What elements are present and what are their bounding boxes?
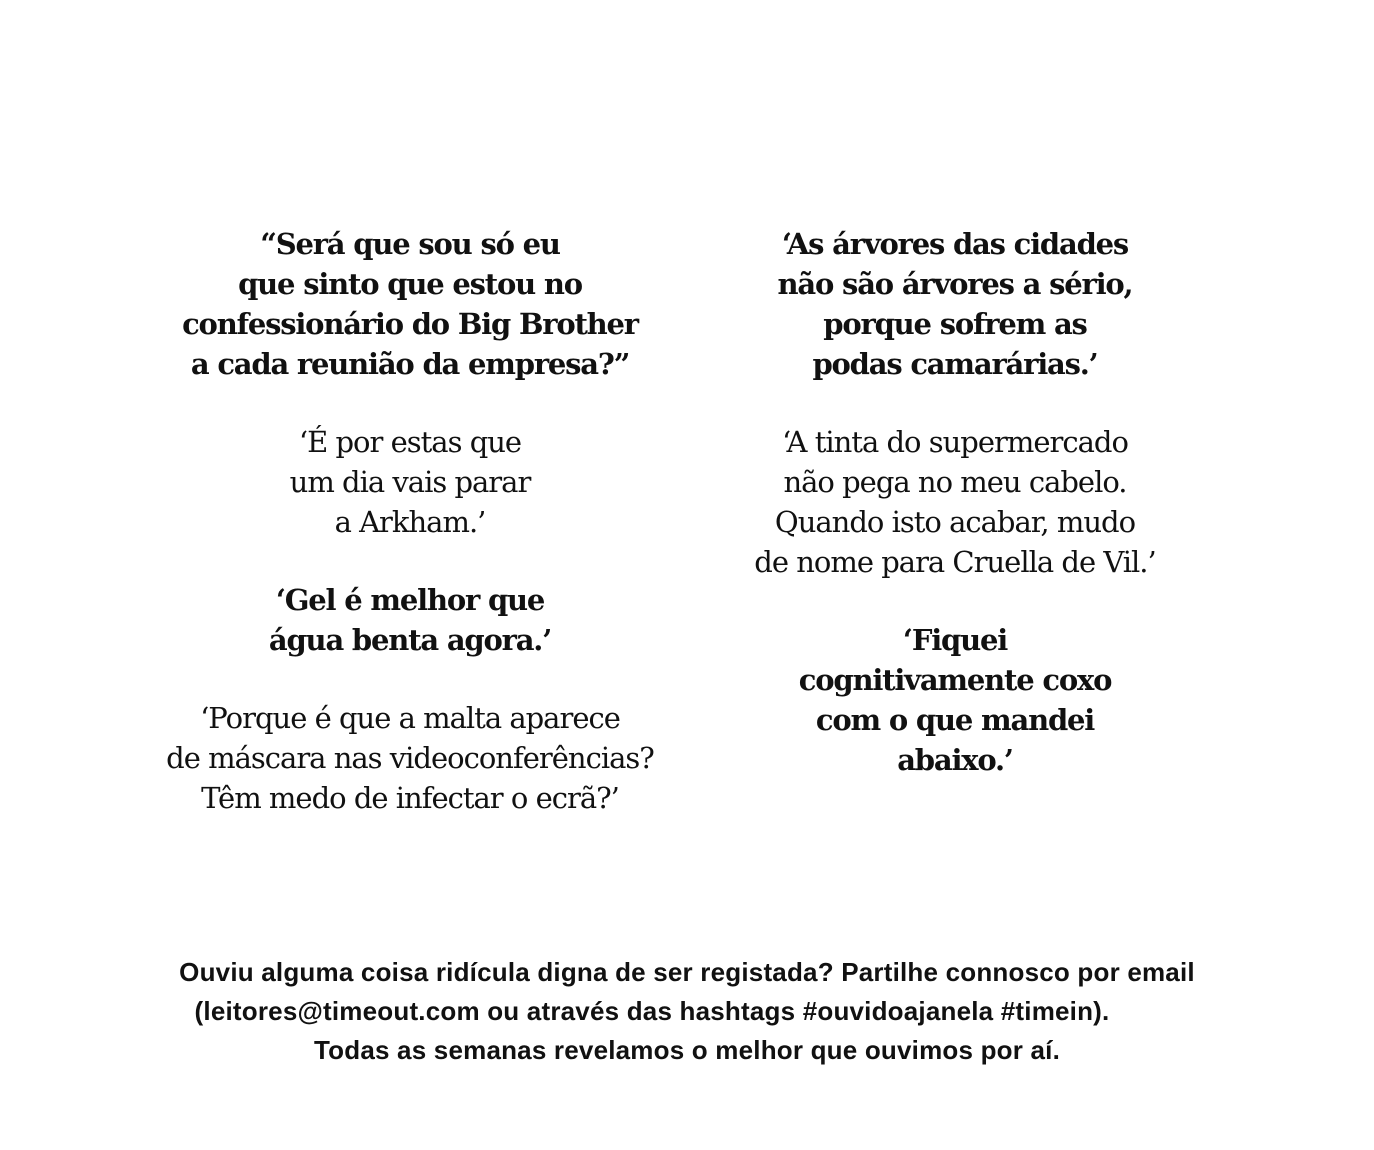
- quote-line: não são árvores a sério,: [777, 267, 1133, 301]
- quote-gel: [130, 580, 690, 660]
- quote-line: ‘As árvores das cidades: [781, 227, 1129, 261]
- quote-tinta: [690, 422, 1220, 582]
- footer-note: [60, 953, 1314, 1070]
- footer-line: (leitores@timeout.com ou através das hashtags #ouvidoajanela #timein).: [194, 996, 1110, 1026]
- quote-line: a Arkham.’: [334, 505, 486, 539]
- quote-line: ‘Porque é que a malta aparece: [200, 701, 620, 735]
- quote-line: água benta agora.’: [268, 623, 552, 657]
- left-column: [130, 224, 690, 818]
- quote-line: abaixo.’: [897, 743, 1013, 777]
- quote-fiquei: [690, 620, 1220, 780]
- quote-line: de nome para Cruella de Vil.’: [754, 545, 1156, 579]
- quote-arvores: [690, 224, 1220, 384]
- quote-line: não pega no meu cabelo.: [783, 465, 1127, 499]
- quote-line: podas camarárias.’: [812, 347, 1098, 381]
- quote-line: com o que mandei: [815, 703, 1095, 737]
- quote-line: Têm medo de infectar o ecrã?’: [201, 781, 619, 815]
- footer-line: Todas as semanas revelamos o melhor que ouvimos por aí.: [314, 1035, 1060, 1065]
- quote-line: ‘A tinta do supermercado: [782, 425, 1128, 459]
- quote-mascara: [130, 698, 690, 818]
- quote-arkham: [130, 422, 690, 542]
- quote-line: confessionário do Big Brother: [182, 307, 638, 341]
- quote-line: de máscara nas videoconferências?: [166, 741, 654, 775]
- quote-line: cognitivamente coxo: [798, 663, 1112, 697]
- quote-line: ‘Fiquei: [902, 623, 1008, 657]
- quote-line: “Será que sou só eu: [260, 227, 560, 261]
- footer-line: Ouviu alguma coisa ridícula digna de ser registada? Partilhe connosco por email: [179, 957, 1195, 987]
- quote-line: ‘Gel é melhor que: [275, 583, 545, 617]
- quote-line: porque sofrem as: [823, 307, 1087, 341]
- quote-line: Quando isto acabar, mudo: [774, 505, 1136, 539]
- quote-line: um dia vais parar: [289, 465, 531, 499]
- quote-big-brother: [130, 224, 690, 384]
- quote-line: que sinto que estou no: [238, 267, 582, 301]
- right-column: [690, 224, 1220, 780]
- quote-line: a cada reunião da empresa?”: [190, 347, 630, 381]
- quote-line: ‘É por estas que: [298, 425, 522, 459]
